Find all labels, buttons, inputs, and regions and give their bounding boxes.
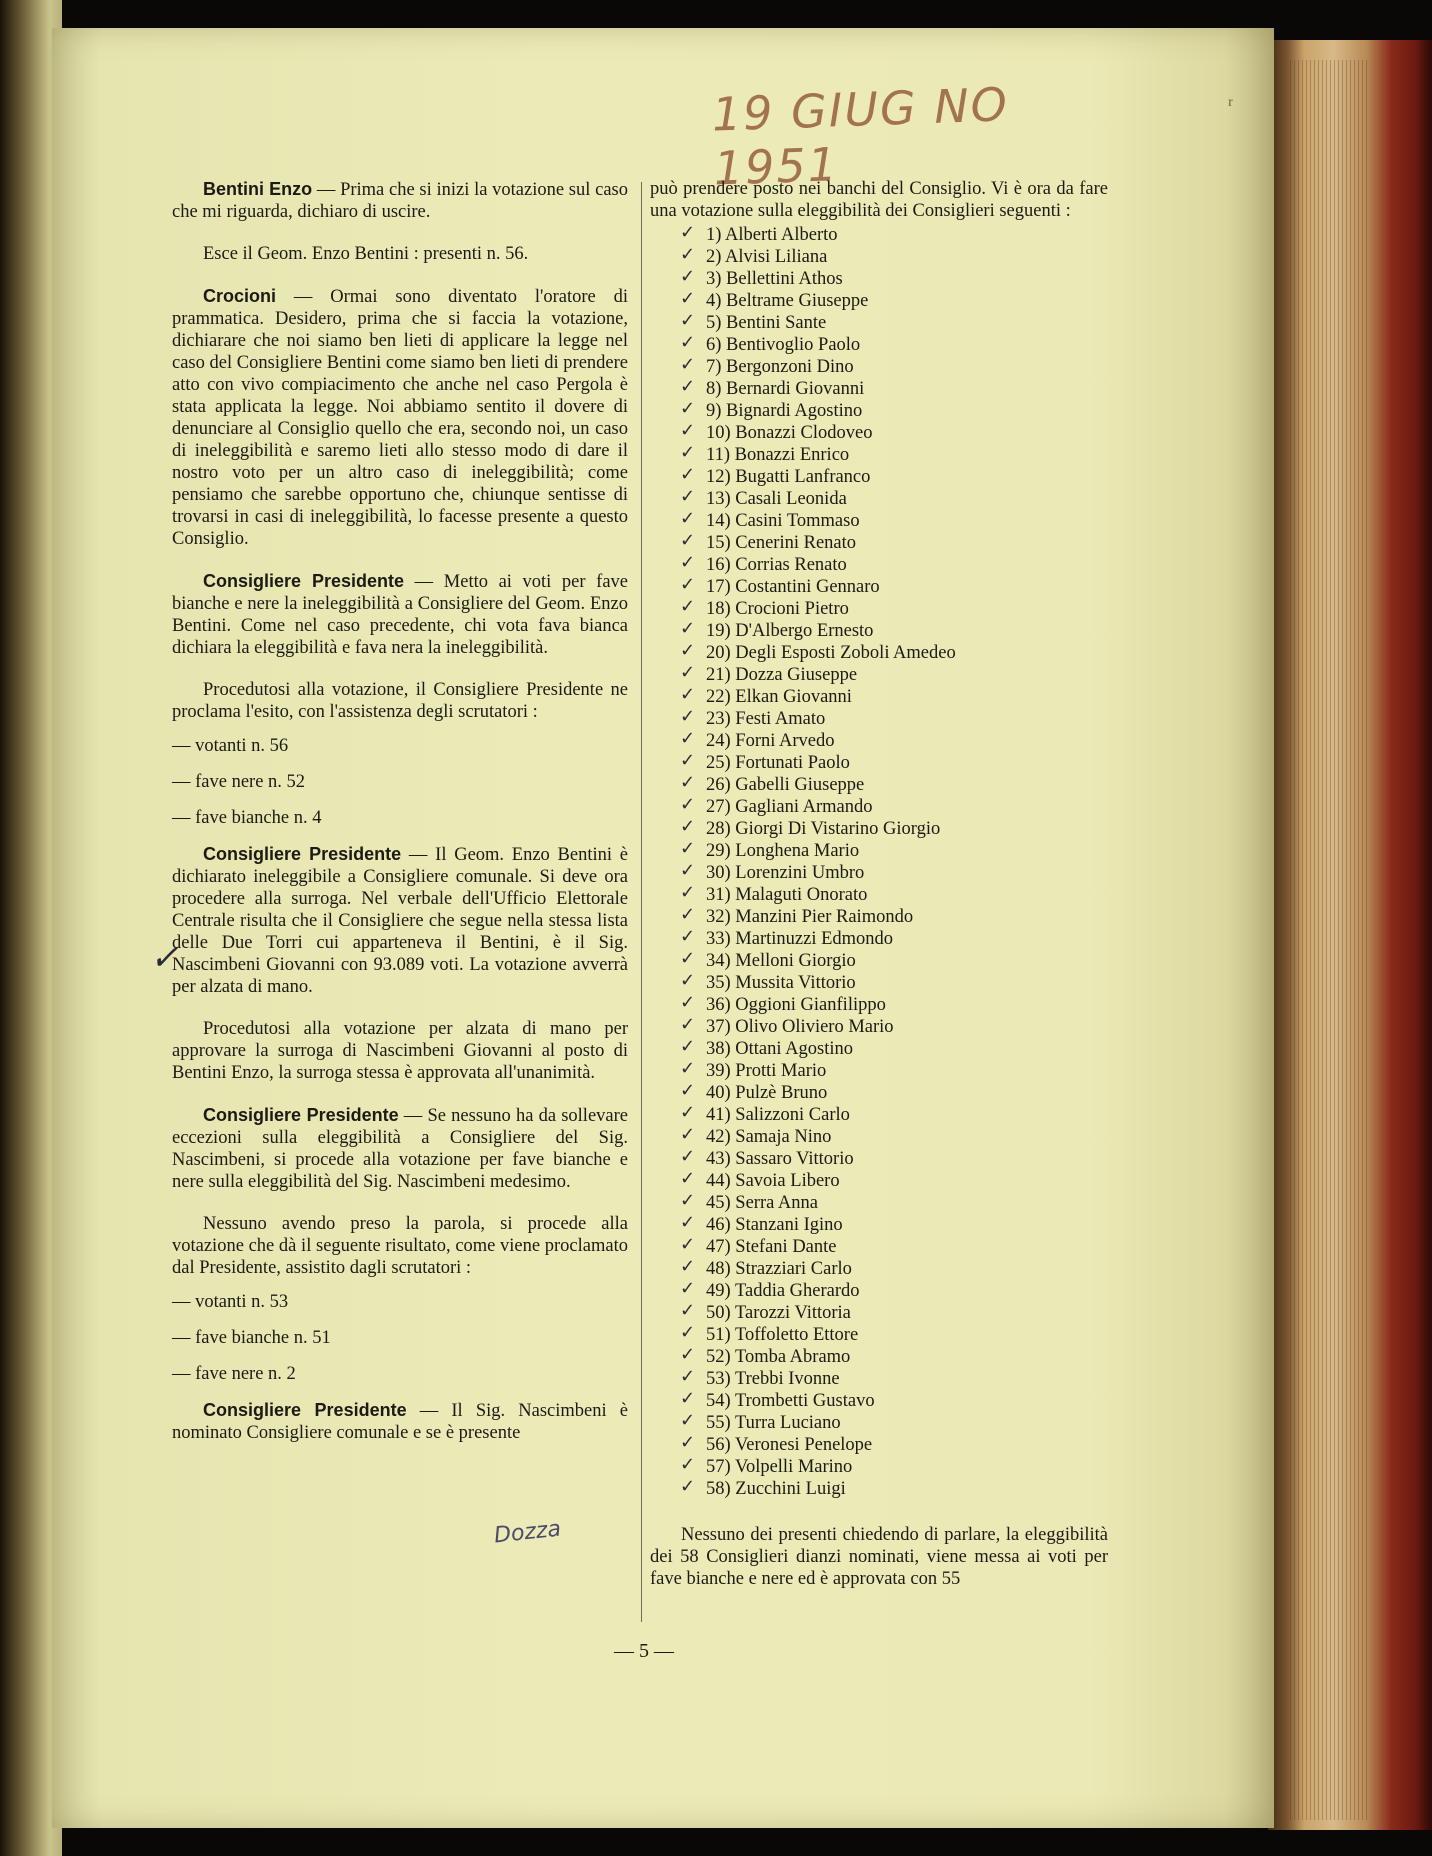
handwritten-check-icon: ✓ (680, 266, 696, 287)
list-item (680, 1344, 1108, 1368)
handwritten-check-icon: ✓ (680, 772, 696, 793)
handwritten-check-icon: ✓ (680, 926, 696, 947)
list-item (680, 1014, 1108, 1038)
consigliere-name: D'Albergo Ernesto (735, 621, 874, 641)
list-number: 37) (706, 1017, 731, 1037)
handwritten-check-icon: ✓ (680, 1256, 696, 1277)
handwritten-check-icon: ✓ (680, 662, 696, 683)
tally-line: — fave bianche n. 4 (172, 808, 322, 828)
consigliere-name: Strazziari Carlo (735, 1259, 852, 1279)
speaker-name: Crocioni (203, 286, 277, 306)
handwritten-check-icon: ✓ (680, 992, 696, 1013)
paragraph-presidente-4 (172, 1399, 628, 1444)
consigliere-name: Cenerini Renato (735, 533, 857, 553)
list-number: 26) (706, 775, 731, 795)
paragraph-esce: Esce il Geom. Enzo Bentini : presenti n. 56. (203, 244, 529, 264)
consigliere-name: Bentini Sante (726, 313, 827, 333)
list-item (680, 310, 1108, 334)
tally-line: — fave nere n. 2 (172, 1364, 296, 1384)
list-number: 6) (706, 335, 722, 355)
list-number: 47) (706, 1237, 731, 1257)
consigliere-name: Oggioni Gianfilippo (735, 995, 886, 1015)
handwritten-check-icon: ✓ (680, 1036, 696, 1057)
list-number: 13) (706, 489, 731, 509)
list-number: 11) (706, 445, 730, 465)
vote-tally-2 (172, 1291, 628, 1385)
consigliere-name: Martinuzzi Edmondo (735, 929, 894, 949)
consigliere-name: Bernardi Giovanni (726, 379, 865, 399)
tally-line: — votanti n. 56 (172, 736, 289, 756)
consigliere-name: Manzini Pier Raimondo (735, 907, 914, 927)
handwritten-check-icon: ✓ (680, 1080, 696, 1101)
pencil-mark: ʳ (1228, 92, 1233, 117)
consigliere-name: Casali Leonida (735, 489, 847, 509)
consigliere-name: Stanzani Igino (735, 1215, 843, 1235)
list-number: 36) (706, 995, 731, 1015)
handwritten-check-icon: ✓ (680, 332, 696, 353)
list-number: 17) (706, 577, 731, 597)
paragraph-intro: può prendere posto nei banchi del Consiglio. Vi è ora da fare una votazione sulla eleggibilità dei Consiglieri seguenti : (650, 179, 1108, 221)
handwritten-check-icon: ✓ (680, 574, 696, 595)
handwritten-check-icon: ✓ (680, 904, 696, 925)
date-stamp: 19 GIUG NO 1951 (711, 77, 1010, 196)
list-number: 41) (706, 1105, 731, 1125)
list-item (680, 1036, 1108, 1060)
consigliere-name: Pulzè Bruno (735, 1083, 828, 1103)
list-number: 38) (706, 1039, 731, 1059)
list-number: 16) (706, 555, 731, 575)
handwritten-check-icon: ✓ (680, 1454, 696, 1475)
consigliere-name: Festi Amato (735, 709, 826, 729)
list-item (680, 1278, 1108, 1302)
consigliere-name: Toffoletto Ettore (734, 1325, 859, 1345)
consigliere-name: Fortunati Paolo (735, 753, 850, 773)
list-item (680, 662, 1108, 686)
list-item (680, 420, 1108, 444)
speech-text: — Prima che si inizi la votazione sul caso che mi riguarda, dichiaro di uscire. (172, 180, 628, 222)
speaker-name: Consigliere Presidente (203, 844, 402, 864)
list-number: 31) (706, 885, 731, 905)
handwritten-check-icon: ✓ (680, 552, 696, 573)
handwritten-check-icon: ✓ (680, 376, 696, 397)
handwritten-check-icon: ✓ (680, 684, 696, 705)
list-number: 42) (706, 1127, 731, 1147)
handwritten-check-icon: ✓ (680, 640, 696, 661)
handwritten-check-icon: ✓ (680, 420, 696, 441)
list-item (680, 266, 1108, 290)
list-number: 55) (706, 1413, 731, 1433)
list-item (680, 574, 1108, 598)
list-item (680, 222, 1108, 246)
consigliere-name: Volpelli Marino (734, 1457, 853, 1477)
list-item (680, 508, 1108, 532)
handwritten-check-icon: ✓ (680, 1014, 696, 1035)
list-item (680, 442, 1108, 466)
consigliere-name: Bonazzi Enrico (734, 445, 850, 465)
consigliere-name: Bonazzi Clodoveo (735, 423, 873, 443)
list-item (680, 1168, 1108, 1192)
handwritten-check-icon: ✓ (680, 486, 696, 507)
list-item (680, 1410, 1108, 1434)
handwritten-check-icon: ✓ (680, 750, 696, 771)
handwritten-note: Dozza (492, 1516, 563, 1549)
consigliere-name: Beltrame Giuseppe (726, 291, 869, 311)
speaker-name: Consigliere Presidente (203, 571, 405, 591)
handwritten-check-icon: ✓ (680, 838, 696, 859)
list-item (680, 1256, 1108, 1280)
handwritten-check-icon: ✓ (680, 244, 696, 265)
paragraph-crocioni (172, 285, 628, 550)
handwritten-check-icon: ✓ (680, 442, 696, 463)
handwritten-check-icon: ✓ (680, 1234, 696, 1255)
list-item (680, 552, 1108, 576)
list-number: 25) (706, 753, 731, 773)
list-item (680, 706, 1108, 730)
handwritten-check-icon: ✓ (680, 1124, 696, 1145)
consigliere-name: Taddia Gherardo (734, 1281, 860, 1301)
handwritten-check-icon: ✓ (680, 1058, 696, 1079)
list-item (680, 1080, 1108, 1104)
speaker-name: Consigliere Presidente (203, 1400, 407, 1420)
list-item (680, 838, 1108, 862)
consigliere-name: Turra Luciano (734, 1413, 841, 1433)
list-number: 53) (706, 1369, 731, 1389)
list-number: 21) (706, 665, 731, 685)
paragraph-votazione-1: Procedutosi alla votazione, il Consigliere Presidente ne proclama l'esito, con l'assistenza degli scrutatori : (172, 680, 628, 722)
consigliere-name: Alberti Alberto (725, 225, 838, 245)
handwritten-check-icon: ✓ (680, 222, 696, 243)
speech-text: — Il Geom. Enzo Bentini è dichiarato ineleggibile a Consigliere comunale. Si deve ora procedere alla surroga. Nel verbale dell'Ufficio Elettorale Centrale risulta che il Consigliere che segue nella stessa lista delle Due Torri cui apparteneva il Bentini, è il Sig. Nascimbeni Giovanni con 93.089 voti. La votazione avverrà per alzata di mano. (172, 845, 628, 997)
list-item (680, 354, 1108, 378)
list-number: 51) (706, 1325, 731, 1345)
handwritten-check-icon: ✓ (680, 882, 696, 903)
handwritten-check-icon: ✓ (680, 1344, 696, 1365)
list-item (680, 398, 1108, 422)
consigliere-name: Salizzoni Carlo (735, 1105, 850, 1125)
list-number: 7) (706, 357, 722, 377)
list-item (680, 948, 1108, 972)
paragraph-bentini (172, 178, 628, 223)
paragraph-closing: Nessuno dei presenti chiedendo di parlare, la eleggibilità dei 58 Consiglieri dianzi nominati, viene messa ai voti per fave bianche e nere ed è approvata con 55 (650, 1525, 1108, 1589)
list-item (680, 860, 1108, 884)
handwritten-check-icon: ✓ (680, 706, 696, 727)
list-item (680, 486, 1108, 510)
list-item (680, 596, 1108, 620)
list-item (680, 970, 1108, 994)
list-number: 14) (706, 511, 731, 531)
consigliere-name: Ottani Agostino (735, 1039, 853, 1059)
consigliere-name: Giorgi Di Vistarino Giorgio (735, 819, 941, 839)
list-number: 35) (706, 973, 731, 993)
list-item (680, 1102, 1108, 1126)
consigliere-name: Tomba Abramo (734, 1347, 851, 1367)
consigliere-name: Bugatti Lanfranco (735, 467, 871, 487)
list-item (680, 882, 1108, 906)
list-item (680, 1454, 1108, 1478)
handwritten-check-icon: ✓ (680, 1278, 696, 1299)
handwritten-check-icon: ✓ (680, 1300, 696, 1321)
list-number: 29) (706, 841, 731, 861)
consigliere-name: Sassaro Vittorio (735, 1149, 854, 1169)
consigliere-name: Gagliani Armando (735, 797, 873, 817)
list-item (680, 618, 1108, 642)
list-item (680, 464, 1108, 488)
list-number: 8) (706, 379, 722, 399)
list-item (680, 376, 1108, 400)
list-item (680, 684, 1108, 708)
handwritten-check-icon: ✓ (680, 1388, 696, 1409)
handwritten-check-icon: ✓ (680, 1190, 696, 1211)
list-number: 33) (706, 929, 731, 949)
consigliere-name: Bignardi Agostino (726, 401, 863, 421)
consigliere-name: Tarozzi Vittoria (734, 1303, 851, 1323)
consigliere-name: Corrias Renato (735, 555, 847, 575)
consigliere-name: Dozza Giuseppe (735, 665, 858, 685)
handwritten-check-icon: ✓ (680, 1146, 696, 1167)
list-number: 2) (706, 247, 722, 267)
list-item (680, 1388, 1108, 1412)
consigliere-name: Longhena Mario (735, 841, 860, 861)
list-number: 5) (706, 313, 722, 333)
handwritten-check-icon: ✓ (680, 1366, 696, 1387)
consigliere-name: Gabelli Giuseppe (735, 775, 865, 795)
list-item (680, 1058, 1108, 1082)
consigliere-name: Bergonzoni Dino (726, 357, 854, 377)
list-number: 40) (706, 1083, 731, 1103)
list-number: 45) (706, 1193, 731, 1213)
list-number: 4) (706, 291, 722, 311)
consigliere-name: Casini Tommaso (735, 511, 860, 531)
list-number: 20) (706, 643, 731, 663)
handwritten-check-icon: ✓ (680, 1168, 696, 1189)
consigliere-name: Zucchini Luigi (735, 1479, 846, 1499)
speech-text: — Il Sig. Nascimbeni è nominato Consigliere comunale e se è presente (172, 1401, 628, 1443)
consigliere-name: Savoia Libero (735, 1171, 840, 1191)
list-number: 52) (706, 1347, 731, 1367)
handwritten-check-icon: ✓ (680, 618, 696, 639)
handwritten-check-icon: ✓ (680, 398, 696, 419)
right-column (650, 178, 1108, 1590)
consigliere-name: Bentivoglio Paolo (726, 335, 861, 355)
list-number: 48) (706, 1259, 731, 1279)
speech-text: — Metto ai voti per fave bianche e nere la ineleggibilità a Consigliere del Geom. Enzo Bentini. Come nel caso precedente, chi vota fava bianca dichiara la eleggibilità e fava nera la ineleggibilità. (172, 572, 628, 658)
list-item (680, 816, 1108, 840)
list-item (680, 1476, 1108, 1500)
paragraph-presidente-2 (172, 843, 628, 998)
handwritten-check-icon: ✓ (680, 1322, 696, 1343)
list-item (680, 530, 1108, 554)
list-number: 24) (706, 731, 731, 751)
list-item (680, 332, 1108, 356)
handwritten-check-icon: ✓ (680, 948, 696, 969)
consigliere-name: Samaja Nino (735, 1127, 832, 1147)
handwritten-check-icon: ✓ (680, 354, 696, 375)
paragraph-surroga: Procedutosi alla votazione per alzata di mano per approvare la surroga di Nascimbeni Giovanni al posto di Bentini Enzo, la surroga stessa è approvata all'unanimità. (172, 1019, 628, 1083)
list-item (680, 1322, 1108, 1346)
list-number: 27) (706, 797, 731, 817)
list-item (680, 640, 1108, 664)
list-item (680, 1234, 1108, 1258)
list-number: 3) (706, 269, 722, 289)
consigliere-name: Serra Anna (735, 1193, 819, 1213)
handwritten-check-icon: ✓ (680, 1476, 696, 1497)
list-number: 1) (706, 225, 722, 245)
consigliere-name: Elkan Giovanni (735, 687, 852, 707)
list-number: 23) (706, 709, 731, 729)
consigliere-name: Malaguti Onorato (735, 885, 868, 905)
list-number: 9) (706, 401, 722, 421)
speech-text: — Se nessuno ha da sollevare eccezioni sulla eleggibilità a Consigliere del Sig. Nascimbeni, si procede alla votazione per fave bianche e nere sulla eleggibilità del Sig. Nascimbeni medesimo. (172, 1106, 628, 1192)
handwritten-check-icon: ✓ (680, 816, 696, 837)
list-number: 49) (706, 1281, 731, 1301)
paragraph-presidente-1 (172, 570, 628, 659)
consigliere-name: Stefani Dante (735, 1237, 837, 1257)
consigliere-name: Costantini Gennaro (735, 577, 880, 597)
list-number: 39) (706, 1061, 731, 1081)
handwritten-check-icon: ✓ (680, 530, 696, 551)
list-item (680, 1300, 1108, 1324)
list-item (680, 288, 1108, 312)
speaker-name: Consigliere Presidente (203, 1105, 399, 1125)
consigliere-name: Veronesi Penelope (734, 1435, 873, 1455)
list-item (680, 992, 1108, 1016)
handwritten-check-icon: ✓ (680, 860, 696, 881)
handwritten-check-icon: ✓ (150, 940, 179, 977)
handwritten-check-icon: ✓ (680, 310, 696, 331)
consiglieri-list (650, 224, 1108, 1500)
list-item (680, 1124, 1108, 1148)
column-divider (641, 182, 642, 1622)
list-item (680, 1190, 1108, 1214)
list-item (680, 794, 1108, 818)
list-item (680, 1432, 1108, 1456)
list-item (680, 772, 1108, 796)
handwritten-check-icon: ✓ (680, 288, 696, 309)
list-item (680, 904, 1108, 928)
consigliere-name: Protti Mario (735, 1061, 827, 1081)
handwritten-check-icon: ✓ (680, 1410, 696, 1431)
list-number: 58) (706, 1479, 731, 1499)
consigliere-name: Melloni Giorgio (735, 951, 856, 971)
vote-tally-1 (172, 735, 628, 829)
page-number: — 5 — (614, 1640, 674, 1662)
list-number: 30) (706, 863, 731, 883)
list-number: 54) (706, 1391, 731, 1411)
tally-line: — votanti n. 53 (172, 1292, 289, 1312)
consigliere-name: Trebbi Ivonne (734, 1369, 840, 1389)
list-number: 32) (706, 907, 731, 927)
list-number: 19) (706, 621, 731, 641)
consigliere-name: Trombetti Gustavo (734, 1391, 875, 1411)
list-item (680, 926, 1108, 950)
handwritten-check-icon: ✓ (680, 970, 696, 991)
consigliere-name: Forni Arvedo (735, 731, 835, 751)
list-number: 12) (706, 467, 731, 487)
consigliere-name: Olivo Oliviero Mario (735, 1017, 894, 1037)
speech-text: — Ormai sono diventato l'oratore di prammatica. Desidero, prima che si faccia la votazione, dichiarare che noi siamo ben lieti di applicare la legge nel caso del Consigliere Bentini come siamo ben lieti di prendere atto con vivo compiacimento che anche nel caso Pergola è stata applicata la legge. Noi abbiamo sentito il dovere di denunciare al Consiglio quello che era, secondo noi, un caso di ineleggibilità e saremo lieti allo stesso modo di dare il nostro voto per un altro caso di ineleggibilità; come pensiamo che sarebbe opportuno che, chiunque sentisse di trovarsi in casi di ineleggibilità, lo facesse presente a questo Consiglio. (172, 287, 628, 549)
consigliere-name: Crocioni Pietro (735, 599, 849, 619)
speaker-name: Bentini Enzo (203, 179, 313, 199)
handwritten-check-icon: ✓ (680, 464, 696, 485)
left-column (172, 178, 628, 1444)
paragraph-presidente-3 (172, 1104, 628, 1193)
list-number: 43) (706, 1149, 731, 1169)
list-item (680, 244, 1108, 268)
list-item (680, 1146, 1108, 1170)
handwritten-check-icon: ✓ (680, 596, 696, 617)
consigliere-name: Alvisi Liliana (725, 247, 828, 267)
list-number: 18) (706, 599, 731, 619)
list-number: 50) (706, 1303, 731, 1323)
paragraph-votazione-2: Nessuno avendo preso la parola, si procede alla votazione che dà il seguente risultato, come viene proclamato dal Presidente, assistito dagli scrutatori : (172, 1214, 628, 1278)
tally-line: — fave nere n. 52 (172, 772, 306, 792)
list-number: 44) (706, 1171, 731, 1191)
list-item (680, 1212, 1108, 1236)
list-item (680, 1366, 1108, 1390)
consigliere-name: Degli Esposti Zoboli Amedeo (735, 643, 956, 663)
list-number: 22) (706, 687, 731, 707)
consigliere-name: Bellettini Athos (726, 269, 843, 289)
consigliere-name: Mussita Vittorio (735, 973, 856, 993)
handwritten-check-icon: ✓ (680, 1102, 696, 1123)
tally-line: — fave bianche n. 51 (172, 1328, 331, 1348)
handwritten-check-icon: ✓ (680, 794, 696, 815)
list-number: 46) (706, 1215, 731, 1235)
handwritten-check-icon: ✓ (680, 728, 696, 749)
list-number: 15) (706, 533, 731, 553)
list-item (680, 750, 1108, 774)
page-stack-edges (1290, 60, 1370, 1820)
list-number: 10) (706, 423, 731, 443)
list-number: 57) (706, 1457, 731, 1477)
list-number: 34) (706, 951, 731, 971)
consigliere-name: Lorenzini Umbro (735, 863, 865, 883)
handwritten-check-icon: ✓ (680, 1432, 696, 1453)
list-number: 28) (706, 819, 731, 839)
list-number: 56) (706, 1435, 731, 1455)
list-item (680, 728, 1108, 752)
handwritten-check-icon: ✓ (680, 508, 696, 529)
handwritten-check-icon: ✓ (680, 1212, 696, 1233)
